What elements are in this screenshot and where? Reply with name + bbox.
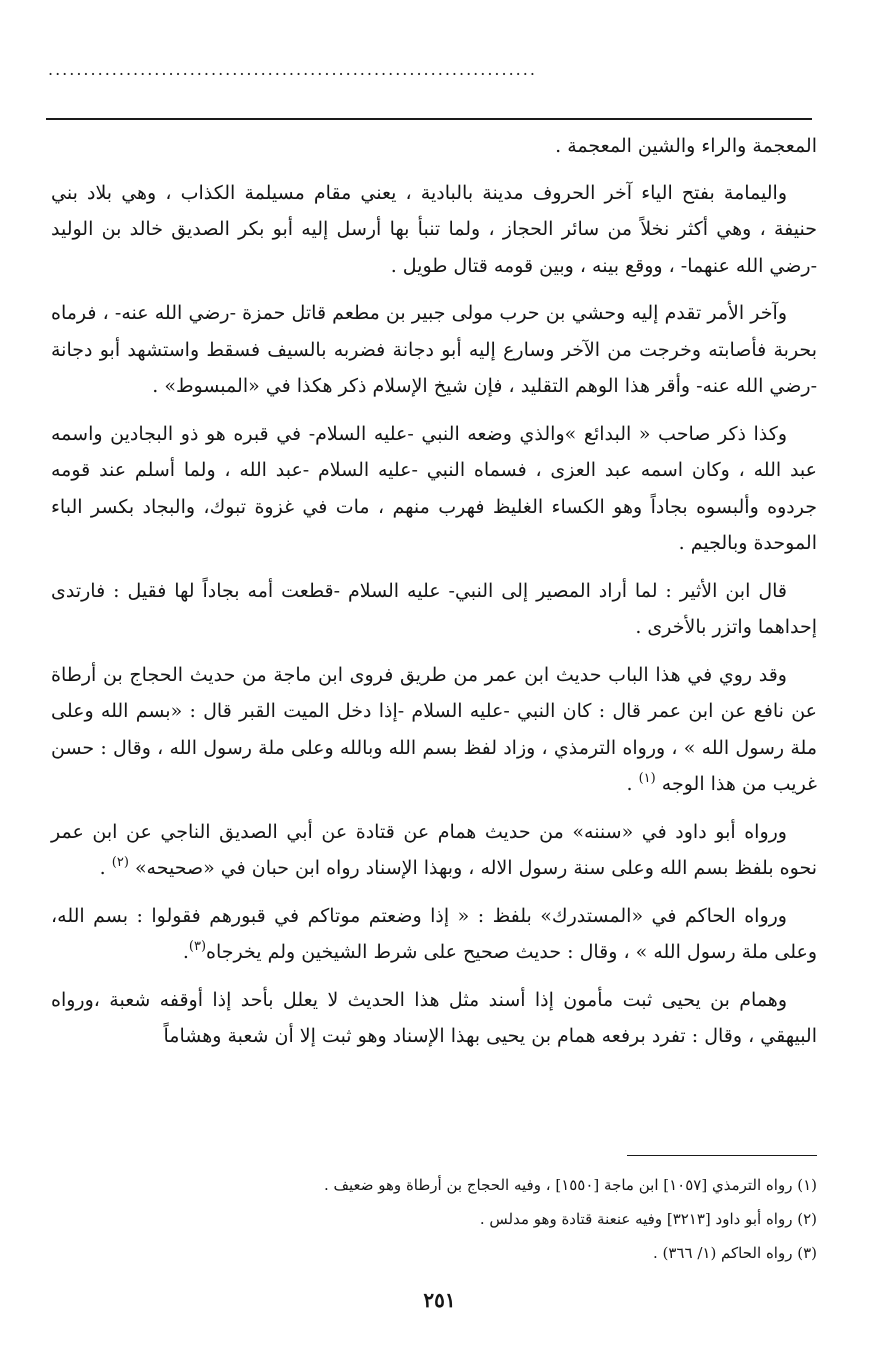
footnote-ref-1: (١) [638,771,656,786]
page-number: ٢٥١ [423,1288,456,1312]
sentence-end: . [182,941,189,963]
sentence-end: . [99,857,112,879]
footnote-ref-2: (٢) [111,855,129,870]
paragraph-abu-dawud [51,814,817,887]
footnote-1: (١) رواه الترمذي [١٠٥٧] ابن ماجة [١٥٥٠] ، وفيه الحجاج بن أرطاة وهو ضعيف . [323,1176,817,1194]
header-dotted-line: ..................................................................... [48,60,537,79]
sentence-end: . [626,773,639,795]
paragraph-hakim [51,898,817,971]
paragraph-text: وقد روي في هذا الباب حديث ابن عمر من طريق فروى ابن ماجة من حديث الحجاج بن أرطاة عن نافع عن ابن عمر قال : كان النبي -عليه السلام -إذا دخل الميت القبر قال : «بسم الله وعلى ملة رسول الله » ، ورواه الترمذي ، وزاد لفظ بسم الله وبالله وعلى ملة رسول الله ، وقال : حسن غريب من هذا الوجه [51,663,817,795]
paragraph-badai: وكذا ذكر صاحب « البدائع »والذي وضعه النبي -عليه السلام- في قبره هو ذو البجادين واسمه عبد الله ، وكان اسمه عبد العزى ، فسماه النبي -عليه السلام -عبد الله ، ولما أسلم عند قومه جردوه وألبسوه بجاداً وهو الكساء الغليظ فهرب منهم ، مات في غزوة تبوك، والبجاد بكسر الباء الموحدة وبالجيم . [51,422,817,554]
main-text [51,128,817,1066]
footnote-ref-3: (٣) [188,939,207,954]
footnote-3: (٣) رواه الحاكم (١/ ٣٦٦) . [652,1244,817,1262]
paragraph-continuation: المعجمة والراء والشين المعجمة . [555,135,817,157]
footnote-2: (٢) رواه أبو داود [٣٢١٣] وفيه عنعنة قتادة وهو مدلس . [479,1210,817,1228]
paragraph-wahshi: وآخر الأمر تقدم إليه وحشي بن حرب مولى جبير بن مطعم قاتل حمزة -رضي الله عنه- ، فرماه بحربة فأصابته وخرجت من الآخر وسارع إليه أبو دجانة فضربه بالسيف فسقط واستشهد أبو دجانة -رضي الله عنه- وأقر هذا الوهم التقليد ، فإن شيخ الإسلام ذكر هكذا في «المبسوط» . [51,302,817,397]
paragraph-ibn-umar-hadith [51,657,817,803]
paragraph-text: ورواه الحاكم في «المستدرك» بلفظ : « إذا وضعتم موتاكم في قبورهم فقولوا : بسم الله، وعلى ملة رسول الله » ، وقال : حديث صحيح على شرط الشيخين ولم يخرجاه [51,904,817,963]
paragraph-hammam: وهمام بن يحيى ثبت مأمون إذا أسند مثل هذا الحديث لا يعلل بأحد إذا أوقفه شعبة ،ورواه البيهقي ، وقال : تفرد برفعه همام بن يحيى بهذا الإسناد وهو ثبت إلا أن شعبة وهشاماً [51,988,817,1047]
paragraph-yamama: واليمامة بفتح الياء آخر الحروف مدينة بالبادية ، يعني مقام مسيلمة الكذاب ، وهي بلاد بني حنيفة ، وهي أكثر نخلاً من سائر الحجاز ، ولما تنبأ بها أرسل إليه أبو بكر الصديق خالد بن الوليد -رضي الله عنهما- ، ووقع بينه ، وبين قومه قتال طويل . [51,181,817,277]
paragraph-text: ورواه أبو داود في «سننه» من حديث همام عن قتادة عن أبي الصديق الناجي عن ابن عمر نحوه بلفظ بسم الله وعلى سنة رسول الاله ، وبهذا الإسناد رواه ابن حبان في «صحيحه» [51,820,817,879]
paragraph-ibn-athir: قال ابن الأثير : لما أراد المصير إلى النبي- عليه السلام -قطعت أمه بجاداً لها فقيل : فارتدى إحداهما واتزر بالأخرى . [51,579,817,638]
footnote-rule [627,1155,817,1156]
footnotes [51,1168,817,1270]
header-rule [46,118,812,120]
